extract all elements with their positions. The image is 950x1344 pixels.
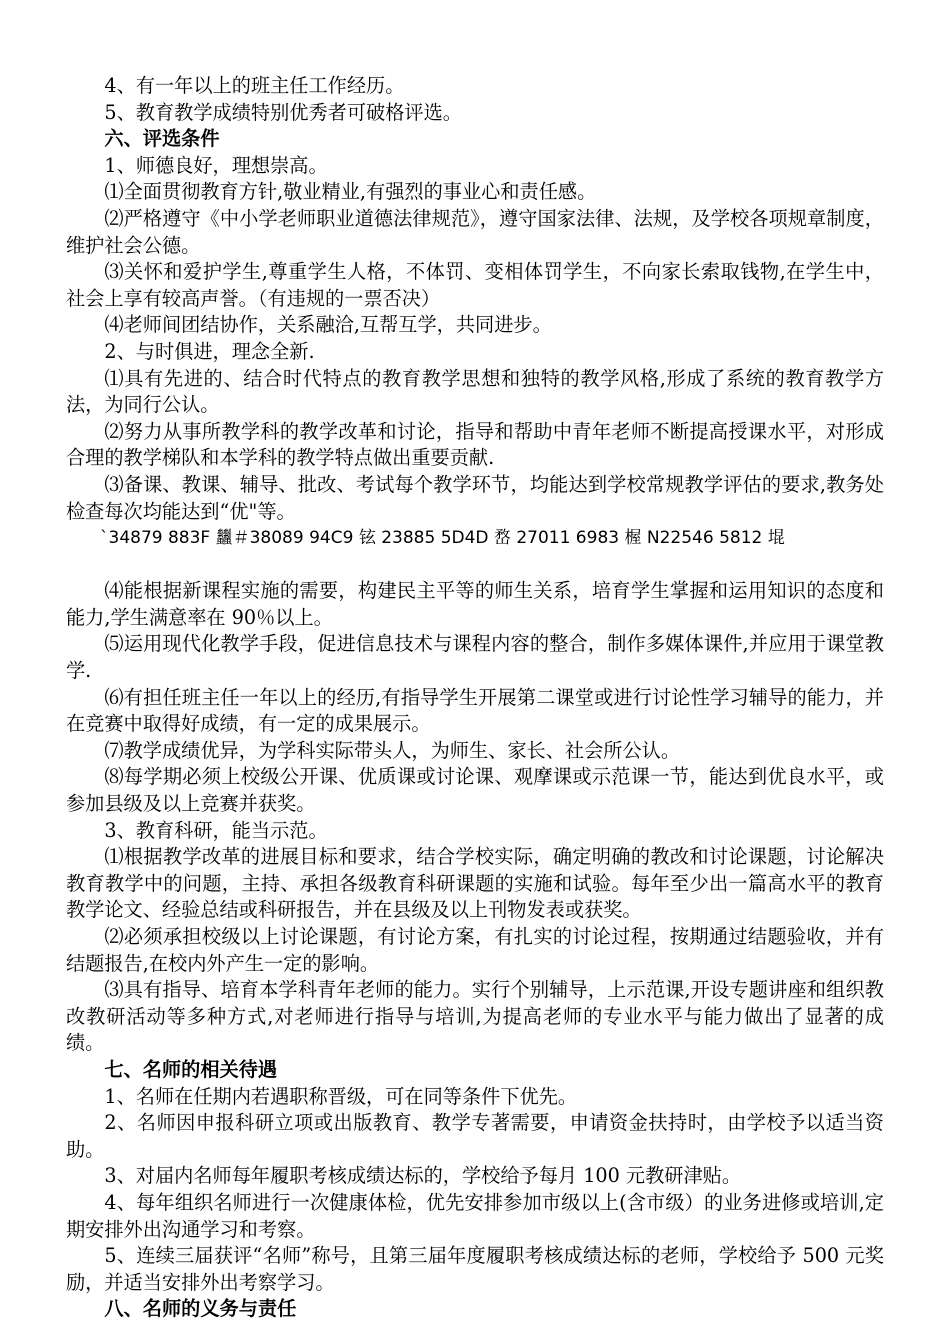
section-heading: 七、名师的相关待遇	[104, 1057, 278, 1081]
paragraph: ⑶关怀和爱护学生,尊重学生人格，不体罚、变相体罚学生，不向家长索取钱物,在学生中，社会上享有较高声誉。（有违规的一票否决）	[66, 260, 884, 310]
paragraph: 4、有一年以上的班主任工作经历。	[104, 74, 405, 97]
paragraph: 2、名师因申报科研立项或出版教育、教学专著需要，申请资金扶持时，由学校予以适当资助。	[66, 1111, 884, 1161]
paragraph: ⑹有担任班主任一年以上的经历,有指导学生开展第二课堂或进行讨论性学习辅导的能力，并在竞赛中取得好成绩，有一定的成果展示。	[66, 685, 884, 736]
paragraph: ⑴全面贯彻教育方针,敬业精业,有强烈的事业心和责任感。	[104, 180, 597, 204]
paragraph: 1、师德良好，理想崇高。	[104, 153, 328, 177]
paragraph: ⑷能根据新课程实施的需要，构建民主平等的师生关系，培育学生掌握和运用知识的态度和能力,学生满意率在 90％以上。	[66, 579, 884, 629]
paragraph: ⑻每学期必须上校级公开课、优质课或讨论课、观摩课或示范课一节，能达到优良水平，或参加县级及以上竞赛并获奖。	[66, 765, 884, 816]
paragraph: 1、名师在任期内若遇职称晋级，可在同等条件下优先。	[104, 1084, 578, 1108]
paragraph: ⑷老师间团结协作，关系融洽,互帮互学，共同进步。	[104, 313, 552, 337]
paragraph: ⑺教学成绩优异，为学科实际带头人，为师生、家长、社会所公认。	[104, 738, 681, 762]
document-body	[66, 73, 884, 1323]
paragraph: ⑸运用现代化教学手段，促进信息技术与课程内容的整合，制作多媒体课件,并应用于课堂教学.	[66, 632, 884, 683]
paragraph: ⑵严格遵守《中小学老师职业道德法律规范》，遵守国家法律、法规，及学校各项规章制度，维护社会公德。	[66, 206, 884, 257]
paragraph: ⑴根据教学改革的进展目标和要求，结合学校实际，确定明确的教改和讨论课题，讨论解决教育教学中的问题，主持、承担各级教育科研课题的实施和试验。每年至少出一篇高水平的教育教学论文、经验总结或科研报告，并在县级及以上刊物发表或获奖。	[66, 845, 884, 922]
paragraph: ⑶备课、教课、辅导、批改、考试每个教学环节，均能达到学校常规教学评估的要求,教务处检查每次均能达到“优"等。	[66, 472, 884, 523]
section-heading: 六、评选条件	[104, 127, 220, 151]
paragraph: ⑵必须承担校级以上讨论课题，有讨论方案，有扎实的讨论过程，按期通过结题验收，并有结题报告,在校内外产生一定的影响。	[66, 925, 884, 975]
paragraph: 3、教育科研，能当示范。	[104, 818, 328, 842]
paragraph: ⑴具有先进的、结合时代特点的教育教学思想和独特的教学风格,形成了系统的教育教学方法，为同行公认。	[66, 366, 884, 417]
garbled-text-line: `34879 883F 蠿＃38089 94C9 铉 23885 5D4D 嵍 27011 6983 楃 N22546 5812 堒	[100, 528, 785, 549]
section-heading: 八、名师的义务与责任	[104, 1297, 297, 1321]
paragraph: 5、连续三届获评“名师”称号，且第三届年度履职考核成绩达标的老师，学校给予 500 元奖励，并适当安排外出考察学习。	[66, 1244, 884, 1294]
paragraph: ⑶具有指导、培育本学科青年老师的能力。实行个别辅导，上示范课,开设专题讲座和组织教改教研活动等多种方式,对老师进行指导与培训,为提高老师的专业水平与能力做出了显著的成绩。	[66, 978, 884, 1055]
paragraph: 2、与时俱进，理念全新.	[104, 339, 315, 363]
paragraph: 4、每年组织名师进行一次健康体检，优先安排参加市级以上(含市级）的业务进修或培训,定期安排外出沟通学习和考察。	[66, 1190, 884, 1241]
paragraph: 5、教育教学成绩特别优秀者可破格评选。	[104, 100, 462, 124]
paragraph: 3、对届内名师每年履职考核成绩达标的，学校给予每月 100 元教研津贴。	[104, 1164, 742, 1188]
paragraph: ⑵努力从事所教学科的教学改革和讨论，指导和帮助中青年老师不断提高授课水平，对形成合理的教学梯队和本学科的教学特点做出重要贡献.	[66, 419, 884, 470]
